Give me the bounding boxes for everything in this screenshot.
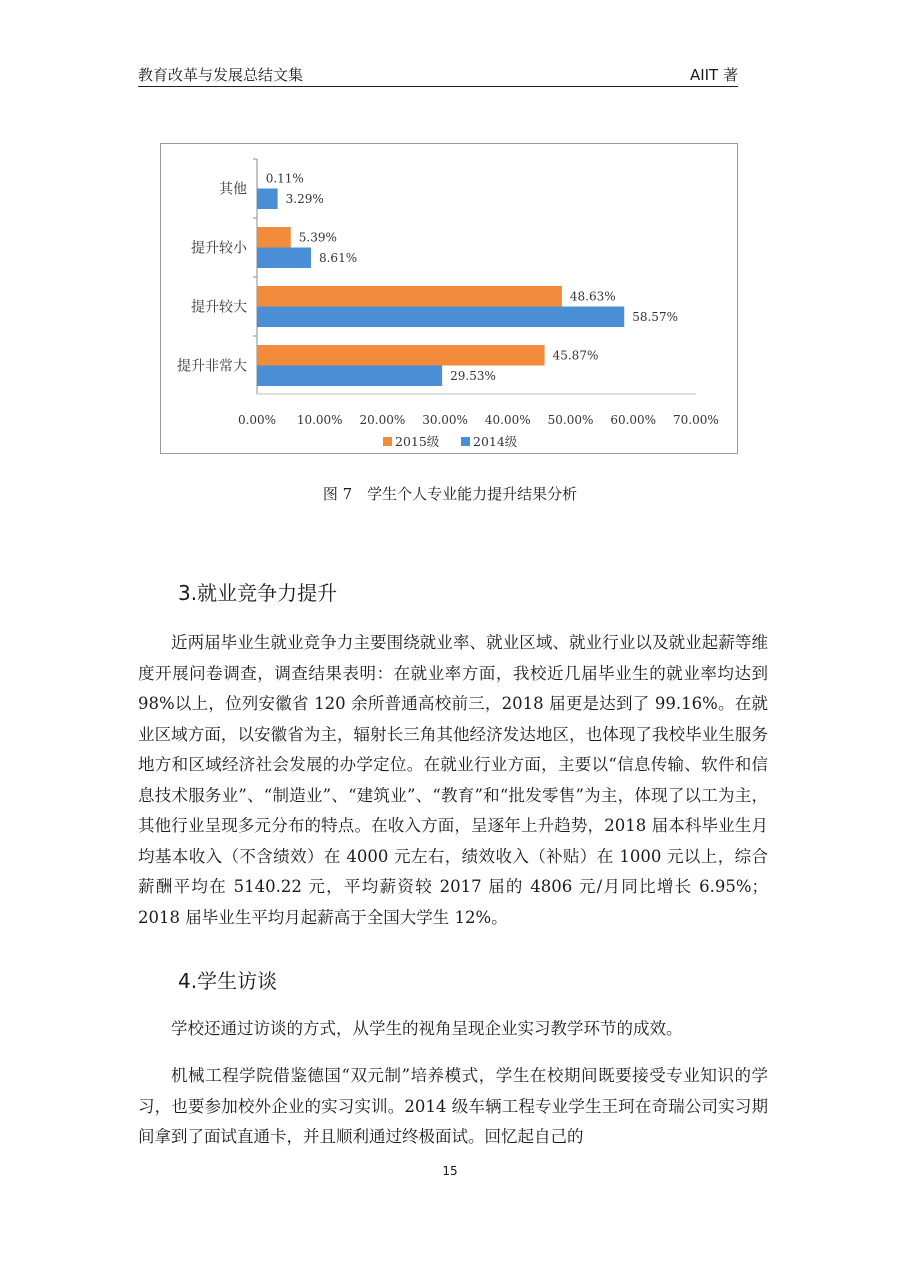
data-label: 58.57%: [632, 309, 678, 324]
section-4-paragraph-2: 机械工程学院借鉴德国“双元制”培养模式，学生在校期间既要接受专业知识的学习，也要参加校外企业的实习实训。2014 级车辆工程专业学生王珂在奇瑞公司实习期间拿到了面试直通卡，并且顺利通过终极面试。回忆起自己的: [138, 1066, 768, 1146]
category-label: 其他: [219, 181, 247, 198]
data-label: 5.39%: [298, 230, 337, 245]
data-label: 8.61%: [318, 250, 358, 265]
x-tick-label: 50.00%: [547, 413, 594, 427]
page-number: 15: [442, 1164, 458, 1178]
page-header: [138, 64, 738, 87]
bar-2014级-提升较大: [257, 307, 624, 328]
data-label: 3.29%: [285, 191, 324, 206]
data-label: 29.53%: [450, 368, 496, 383]
bar-2014级-提升较小: [257, 248, 311, 269]
category-label: 提升较大: [191, 299, 247, 316]
bar-chart: [161, 144, 739, 455]
category-label: 提升非常大: [177, 358, 247, 375]
section-4-title: 4.学生访谈: [178, 969, 278, 993]
x-tick-label: 30.00%: [422, 413, 468, 427]
x-tick-label: 40.00%: [484, 413, 531, 427]
header-title: 教育改革与发展总结文集: [138, 66, 304, 84]
category-label: 提升较小: [191, 240, 247, 257]
legend-swatch: [383, 437, 392, 446]
bar-2014级-其他: [257, 189, 278, 210]
figure-caption: 图 7 学生个人专业能力提升结果分析: [322, 485, 578, 503]
bar-2015级-提升非常大: [257, 345, 545, 366]
bar-2015级-提升较大: [257, 286, 562, 307]
x-tick-label: 70.00%: [673, 413, 719, 427]
x-tick-label: 0.00%: [237, 413, 277, 427]
legend-label: 2015级: [395, 434, 440, 449]
x-tick-label: 10.00%: [296, 413, 343, 427]
chart-frame: [160, 143, 738, 454]
section-3-paragraph: 近两届毕业生就业竞争力主要围绕就业率、就业区域、就业行业以及就业起薪等维度开展问卷调查，调查结果表明：在就业率方面，我校近几届毕业生的就业率均达到 98%以上，位列安徽省 120 余所普通高校前三，2018 届更是达到了 99.16%。在就业区域方面，以安徽省为主，辐射长三角其他经济发达地区，也体现了我校毕业生服务地方和区域经济社会发展的办学定位。在就业行业方面，主要以“信息传输、软件和信息技术服务业”、“制造业”、“建筑业”、“教育”和“批发零售”为主，体现了以工为主，其他行业呈现多元分布的特点。在收入方面，呈逐年上升趋势，2018 届本科毕业生月均基本收入（不含绩效）在 4000 元左右，绩效收入（补贴）在 1000 元以上，综合薪酬平均在 5140.22 元，平均薪资较 2017 届的 4806 元/月同比增长 6.95%；2018 届毕业生平均月起薪高于全国大学生 12%。: [138, 633, 768, 927]
bar-2015级-提升较小: [257, 227, 291, 248]
data-label: 45.87%: [552, 348, 599, 363]
legend-swatch: [461, 437, 470, 446]
bar-2014级-提升非常大: [257, 366, 442, 387]
bar-2015级-其他: [257, 168, 258, 189]
legend-label: 2014级: [473, 434, 518, 449]
section-4-paragraph-1: 学校还通过访谈的方式，从学生的视角呈现企业实习教学环节的成效。: [171, 1019, 683, 1038]
data-label: 48.63%: [569, 289, 616, 304]
data-label: 0.11%: [265, 171, 304, 186]
header-author: AIIT 著: [689, 66, 738, 84]
section-3-title: 3.就业竞争力提升: [178, 581, 338, 605]
x-tick-label: 20.00%: [359, 413, 406, 427]
x-tick-label: 60.00%: [610, 413, 657, 427]
